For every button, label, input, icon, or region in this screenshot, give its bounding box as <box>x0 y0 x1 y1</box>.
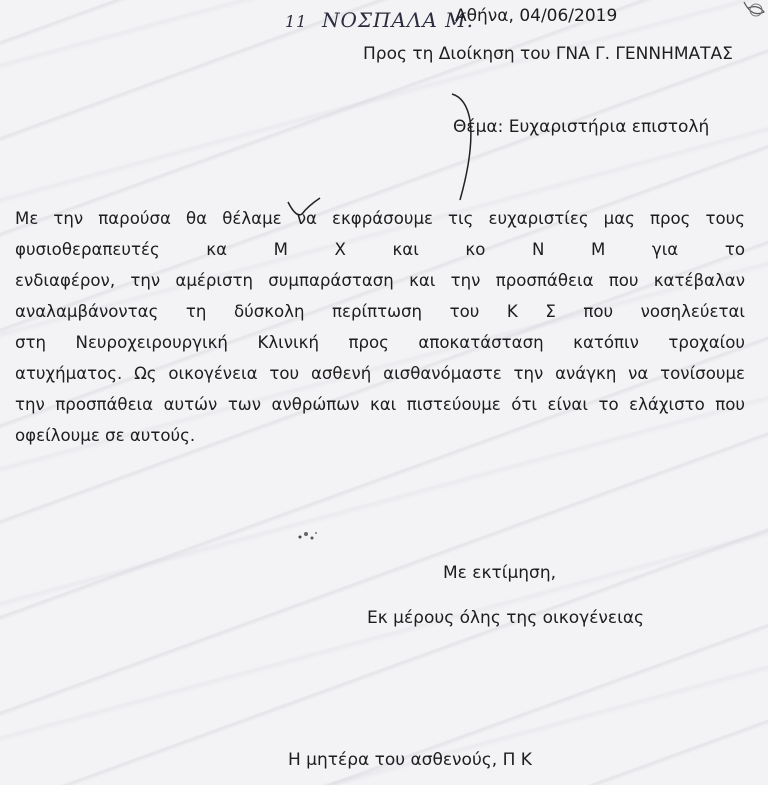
ink-smudge <box>294 528 320 544</box>
body-line: οφείλουμε σε αυτούς. <box>15 426 196 445</box>
body-line: ενδιαφέρον, την αμέριστη συμπαράσταση και την προσπάθεια που κατέβαλαν <box>15 271 745 290</box>
body-line: την προσπάθεια αυτών των ανθρώπων και πιστεύουμε ότι είναι το ελάχιστο που <box>15 395 745 414</box>
closing-regards: Με εκτίμηση, <box>443 563 556 583</box>
handwritten-note: ΝΟΣΠΑΛΑ Μ. <box>322 8 475 32</box>
letter-body <box>15 203 745 451</box>
recipient-line: Προς τη Διοίκηση του ΓΝΑ Γ. ΓΕΝΝΗΜΑΤΑΣ <box>363 44 733 64</box>
subject-line: Θέμα: Ευχαριστήρια επιστολή <box>453 117 710 137</box>
body-line: ατυχήματος. Ως οικογένεια του ασθενή αισθανόμαστε την ανάγκη να τονίσουμε <box>15 364 745 383</box>
closing-on-behalf: Εκ μέρους όλης της οικογένειας <box>367 608 645 628</box>
handwritten-mark: 11 <box>285 12 308 31</box>
stamp-mark <box>738 0 768 22</box>
body-line: αναλαμβάνοντας τη δύσκολη περίπτωση του Κ Σ που νοσηλεύεται <box>15 302 745 321</box>
body-line: στη Νευροχειρουργική Κλινική προς αποκατάσταση κατόπιν τροχαίου <box>15 333 745 352</box>
date-line: Αθήνα, 04/06/2019 <box>455 6 618 26</box>
body-line: φυσιοθεραπευτές κα Μ Χ και κο Ν Μ για το <box>15 240 745 259</box>
handwritten-stroke <box>430 90 510 210</box>
body-line: Με την παρούσα θα θέλαμε να εκφράσουμε τις ευχαριστίες μας προς τους <box>15 209 745 228</box>
signature-line: Η μητέρα του ασθενούς, Π Κ <box>288 750 532 770</box>
